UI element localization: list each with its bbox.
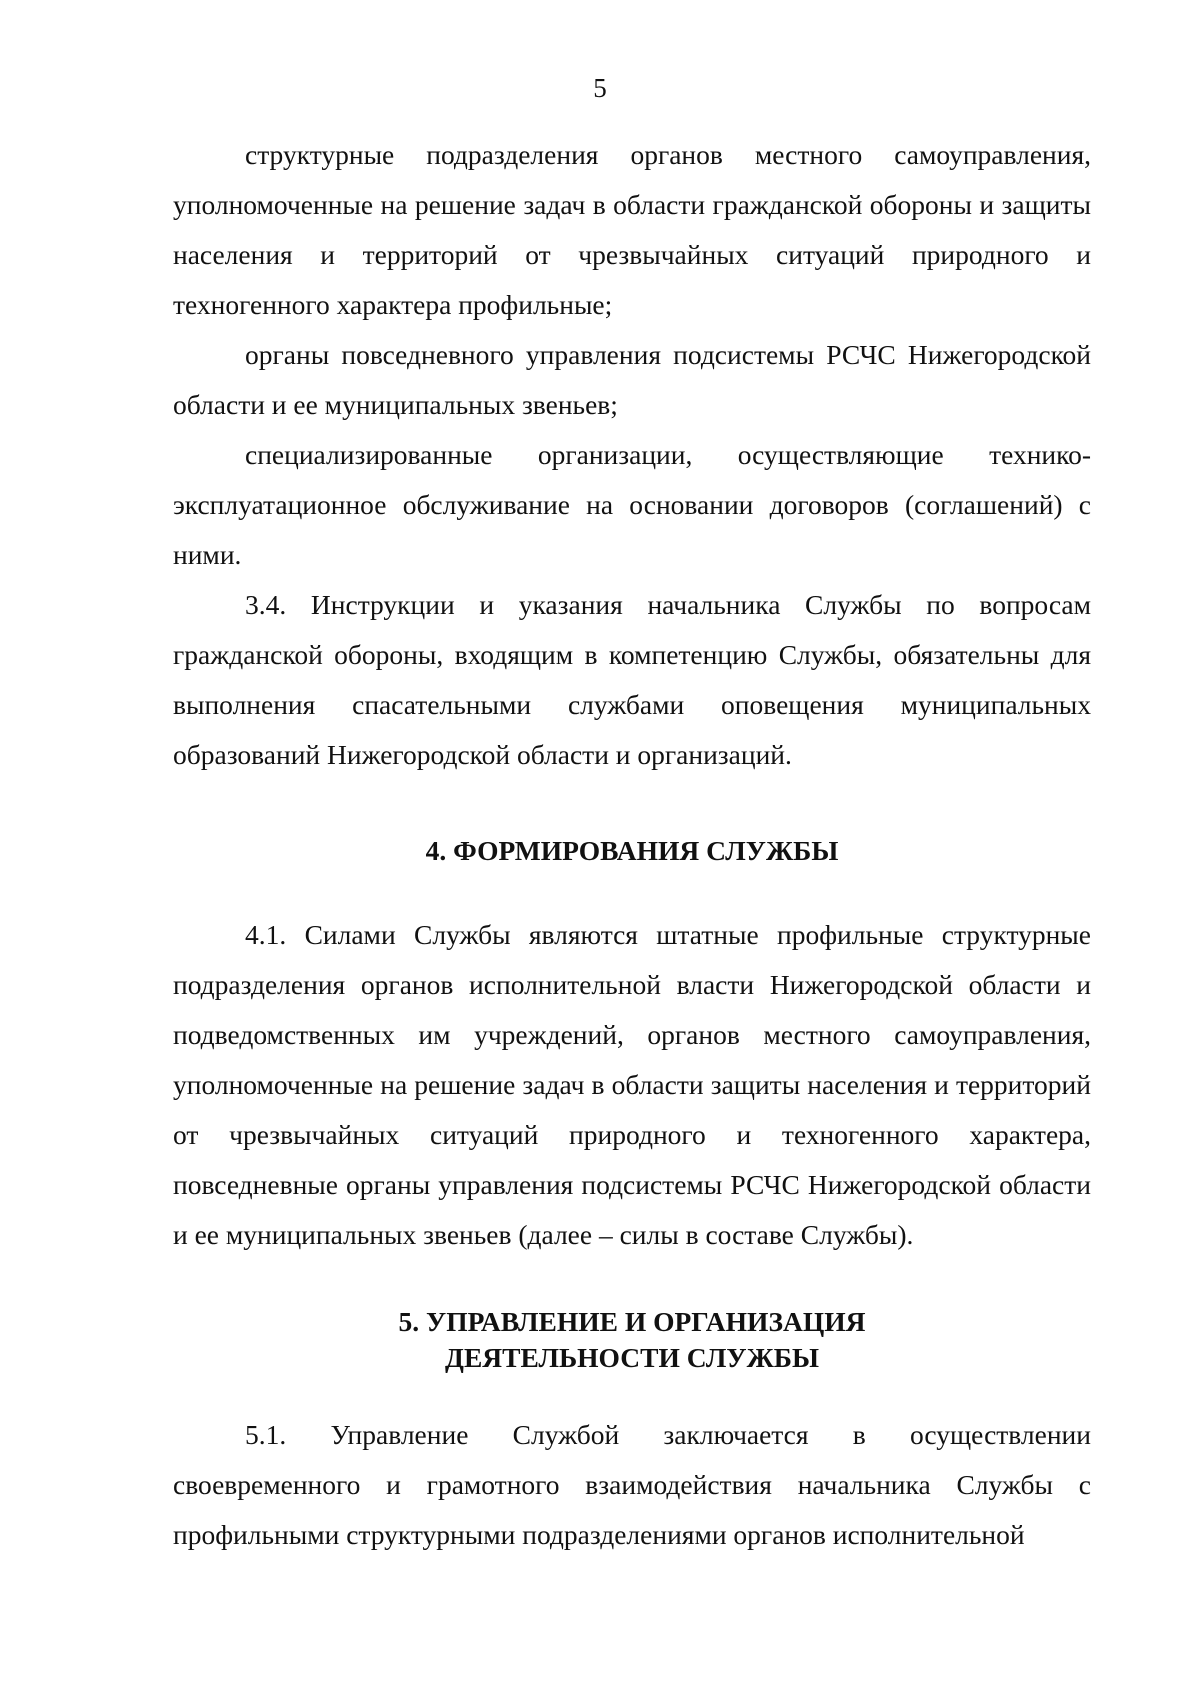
- section-4-heading: 4. ФОРМИРОВАНИЯ СЛУЖБЫ: [425, 835, 839, 866]
- paragraph-5-1: 5.1. Управление Службой заключается в осуществлении своевременного и грамотного взаимодействия начальника Службы с профильными структурными подразделениями органов исполнительной: [173, 1419, 1091, 1550]
- section-5-heading-line-1: 5. УПРАВЛЕНИЕ И ОРГАНИЗАЦИЯ: [398, 1306, 866, 1337]
- paragraph-3-4: 3.4. Инструкции и указания начальника Службы по вопросам гражданской обороны, входящим в компетенцию Службы, обязательны для выполнения спасательными службами оповещения муниципальных образований Нижегородской области и организаций.: [173, 589, 1091, 770]
- paragraph-daily-management-bodies: органы повседневного управления подсистемы РСЧС Нижегородской области и ее муниципальных звеньев;: [173, 339, 1091, 420]
- document-body: [173, 130, 1091, 1560]
- section-5-heading: [173, 1304, 1091, 1376]
- paragraph-4-1: 4.1. Силами Службы являются штатные профильные структурные подразделения органов исполнительной власти Нижегородской области и подведомственных им учреждений, органов местного самоуправления, уполномоченные на решение задач в области защиты населения и территорий от чрезвычайных ситуаций природного и техногенного характера, повседневные органы управления подсистемы РСЧС Нижегородской области и ее муниципальных звеньев (далее – силы в составе Службы).: [173, 919, 1091, 1250]
- paragraph-specialized-organizations: специализированные организации, осуществляющие технико-эксплуатационное обслуживание на основании договоров (соглашений) с ними.: [173, 439, 1091, 570]
- paragraph-structural-divisions: структурные подразделения органов местного самоуправления, уполномоченные на решение задач в области гражданской обороны и защиты населения и территорий от чрезвычайных ситуаций природного и техногенного характера профильные;: [173, 139, 1091, 320]
- page-number: 5: [593, 73, 607, 103]
- section-5-heading-line-2: ДЕЯТЕЛЬНОСТИ СЛУЖБЫ: [445, 1342, 819, 1373]
